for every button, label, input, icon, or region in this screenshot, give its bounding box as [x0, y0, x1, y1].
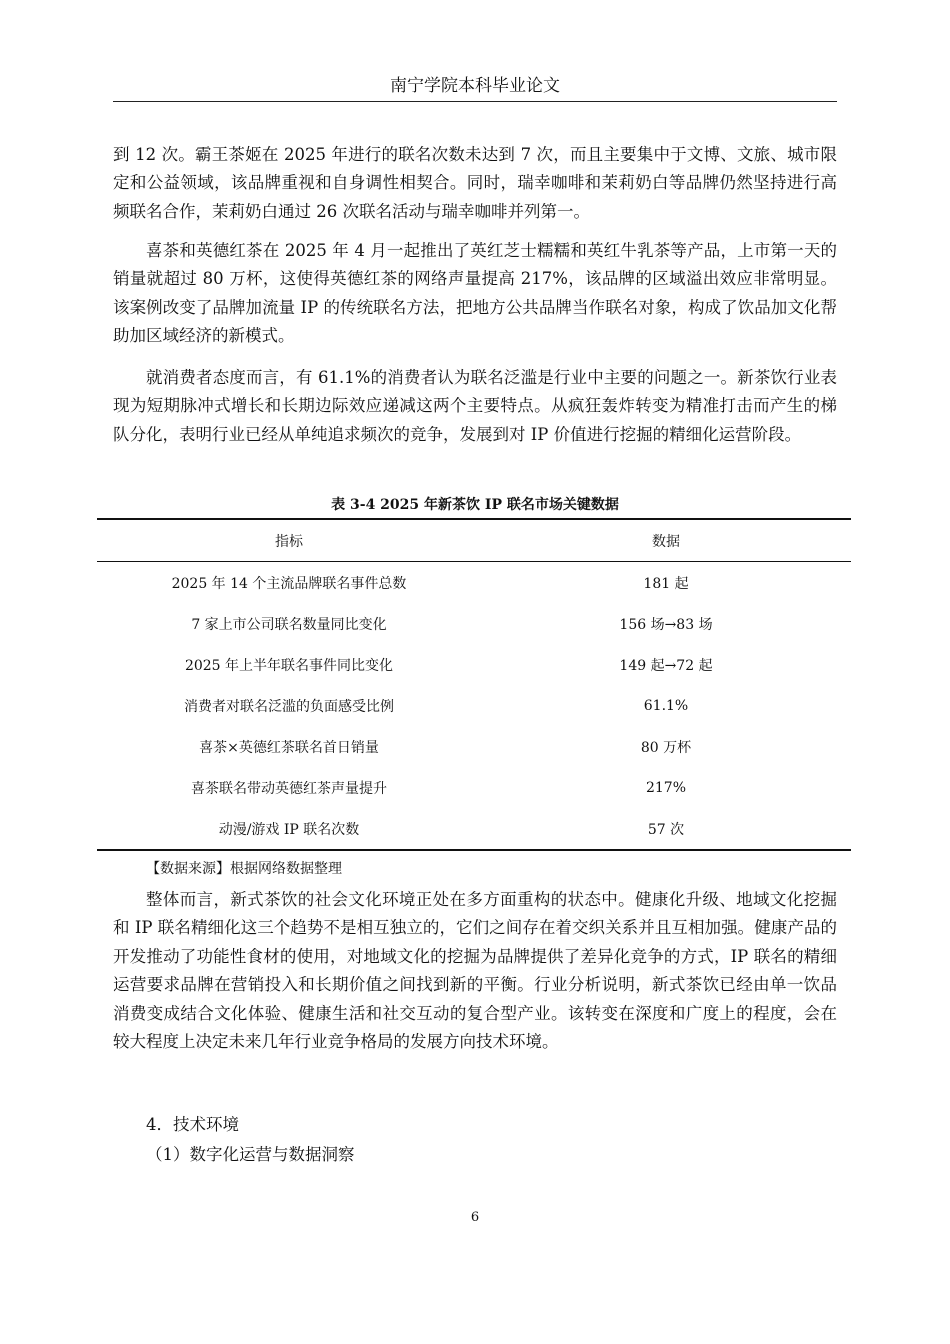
- paragraph-summary: 整体而言，新式茶饮的社会文化环境正处在多方面重构的状态中。健康化升级、地域文化挖掘和 IP 联名精细化这三个趋势不是相互独立的，它们之间存在着交织关系并且互相加强。健康产品的开发推动了功能性食材的使用，对地域文化的挖掘为品牌提供了差异化竞争的方式，IP 联名的精细运营要求品牌在营销投入和长期价值之间找到新的平衡。行业分析说明，新式茶饮已经由单一饮品消费变成结合文化体验、健康生活和社交互动的复合型产业。该转变在深度和广度上的程度，会在较大程度上决定未来几年行业竞争格局的发展方向技术环境。: [113, 890, 837, 1052]
- page-number: 6: [470, 1210, 480, 1225]
- table-row: [97, 644, 851, 685]
- table-cell-indicator: 喜茶×英德红茶联名首日销量: [199, 739, 379, 756]
- paragraph-consumer-attitude: 就消费者态度而言，有 61.1%的消费者认为联名泛滥是行业中主要的问题之一。新茶饮行业表现为短期脉冲式增长和长期边际效应递减这两个主要特点。从疯狂轰炸转变为精准打击而产生的梯队分化，表明行业已经从单纯追求频次的竞争，发展到对 IP 价值进行挖掘的精细化运营阶段。: [113, 368, 837, 444]
- ip-joint-data-table: [97, 518, 851, 851]
- paragraph-heytea-case: 喜茶和英德红茶在 2025 年 4 月一起推出了英红芝士糯糯和英红牛乳茶等产品，上市第一天的销量就超过 80 万杯，这使得英德红茶的网络声量提高 217%，该品牌的区域溢出效应非常明显。该案例改变了品牌加流量 IP 的传统联名方法，把地方公共品牌当作联名对象，构成了饮品加文化帮助加区域经济的新模式。: [113, 241, 837, 346]
- table-row: [97, 726, 851, 767]
- table-cell-value: 181 起: [643, 575, 689, 592]
- table-row: [97, 808, 851, 850]
- table-header-row: [97, 519, 851, 562]
- table-cell-indicator: 2025 年上半年联名事件同比变化: [184, 657, 394, 674]
- table-cell-indicator: 消费者对联名泛滥的负面感受比例: [184, 698, 394, 715]
- table-cell-value: 217%: [645, 779, 687, 796]
- table-cell-value: 57 次: [481, 808, 851, 850]
- table-row: [97, 603, 851, 644]
- section-heading-tech-environment: 4．技术环境: [146, 1115, 239, 1134]
- table-header-indicator: 指标: [97, 519, 481, 562]
- table-caption: 表 3-4 2025 年新茶饮 IP 联名市场关键数据: [331, 497, 619, 513]
- table-row: [97, 562, 851, 604]
- paragraph-joint-frequency: 到 12 次。霸王茶姬在 2025 年进行的联名次数未达到 7 次，而且主要集中于文博、文旅、城市限定和公益领域，该品牌重视和自身调性相契合。同时，瑞幸咖啡和茉莉奶白等品牌仍然坚持进行高频联名合作，茉莉奶白通过 26 次联名活动与瑞幸咖啡并列第一。: [113, 145, 837, 221]
- page-header-title: 南宁学院本科毕业论文: [390, 76, 560, 96]
- table-cell-value: 149 起→72 起: [619, 657, 713, 674]
- table-cell-value: 61.1%: [643, 697, 689, 714]
- subsection-heading-digital-ops: （1）数字化运营与数据洞察: [146, 1145, 355, 1164]
- table-cell-indicator: 动漫/游戏 IP 联名次数: [97, 808, 481, 850]
- table-cell-indicator: 喜茶联名带动英德红茶声量提升: [191, 780, 387, 797]
- table-cell-indicator: 7 家上市公司联名数量同比变化: [191, 616, 387, 633]
- table-row: [97, 767, 851, 808]
- table-source-note: 【数据来源】根据网络数据整理: [146, 861, 342, 877]
- table-cell-value: 156 场→83 场: [619, 616, 713, 633]
- table-header-value: 数据: [481, 519, 851, 562]
- table-row: [97, 685, 851, 726]
- table-cell-indicator: 2025 年 14 个主流品牌联名事件总数: [171, 575, 407, 592]
- header-divider: [113, 101, 837, 102]
- table-cell-value: 80 万杯: [640, 739, 692, 756]
